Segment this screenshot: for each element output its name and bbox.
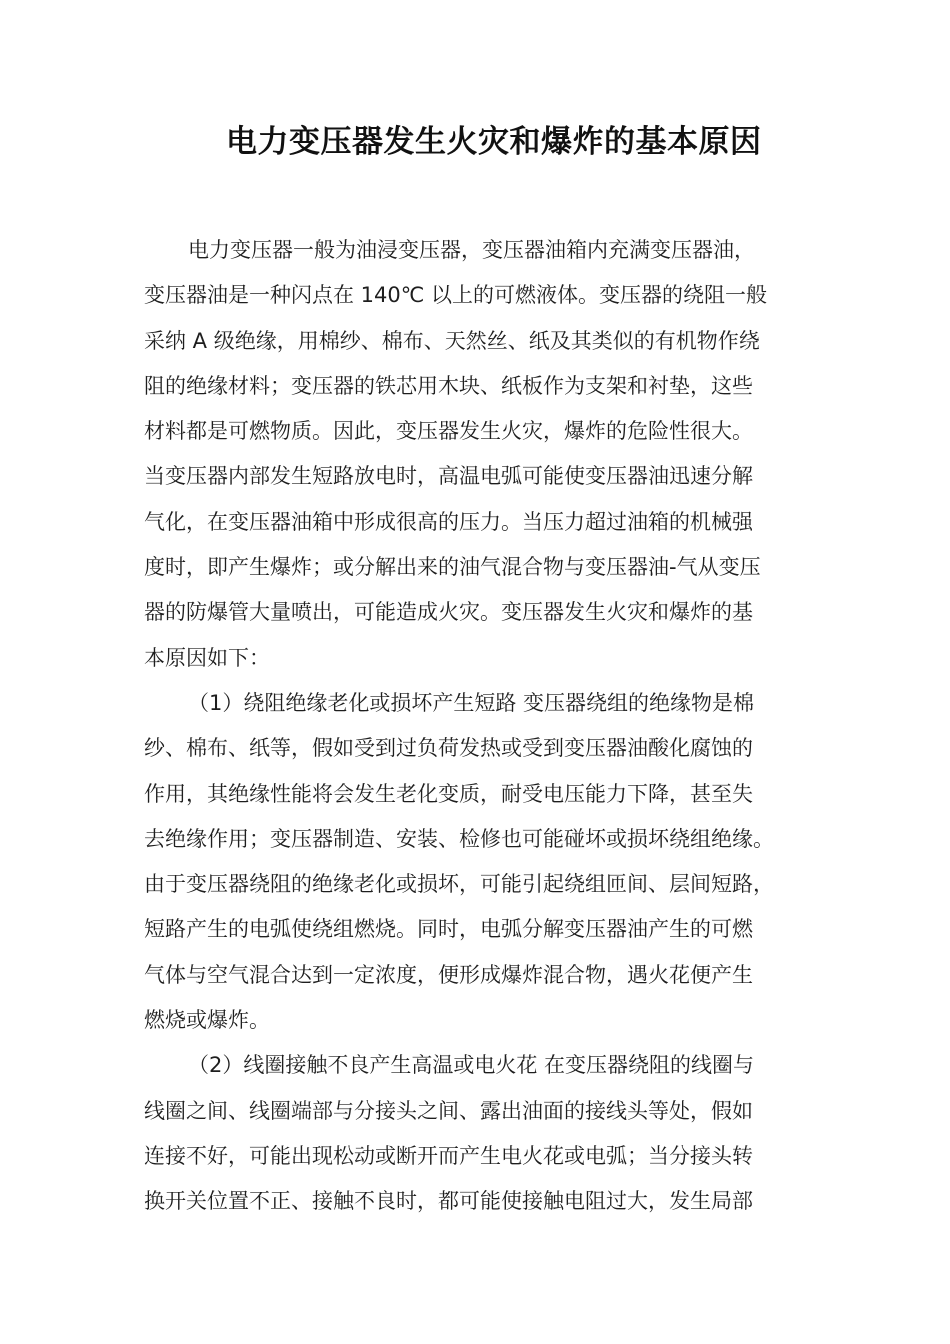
text-line: 气体与空气混合达到一定浓度，便形成爆炸混合物，遇火花便产生 (144, 962, 753, 987)
text-line: 去绝缘作用；变压器制造、安装、检修也可能碰坏或损坏绕组绝缘。 (144, 826, 774, 851)
text-line: 燃烧或爆炸。 (144, 1008, 270, 1033)
document-body (144, 228, 818, 1225)
text-line: 线圈之间、线圈端部与分接头之间、露出油面的接线头等处，假如 (144, 1098, 753, 1123)
text-line: 材料都是可燃物质。因此，变压器发生火灾，爆炸的危险性很大。 (144, 419, 753, 444)
text-line: 换开关位置不正、接触不良时，都可能使接触电阻过大，发生局部 (144, 1189, 753, 1214)
text-line: 短路产生的电弧使绕组燃烧。同时，电弧分解变压器油产生的可燃 (144, 917, 753, 942)
text-line: 电力变压器一般为油浸变压器，变压器油箱内充满变压器油， (188, 238, 755, 262)
text-line: （1）绕阻绝缘老化或损坏产生短路 变压器绕组的绝缘物是棉 (188, 690, 755, 715)
text-line: 由于变压器绕阻的绝缘老化或损坏，可能引起绕组匝间、层间短路， (144, 872, 774, 897)
text-line: 度时，即产生爆炸；或分解出来的油气混合物与变压器油-气从变压 (144, 555, 761, 580)
text-line: 本原因如下： (144, 645, 270, 670)
text-line: （2）线圈接触不良产生高温或电火花 在变压器绕阻的线圈与 (188, 1053, 755, 1078)
text-line: 器的防爆管大量喷出，可能造成火灾。变压器发生火灾和爆炸的基 (144, 600, 753, 625)
text-line: 当变压器内部发生短路放电时，高温电弧可能使变压器油迅速分解 (144, 464, 753, 489)
text-line: 纱、棉布、纸等，假如受到过负荷发热或受到变压器油酸化腐蚀的 (144, 736, 753, 761)
text-line: 气化，在变压器油箱中形成很高的压力。当压力超过油箱的机械强 (144, 509, 753, 534)
text-line: 采纳 A 级绝缘，用棉纱、棉布、天然丝、纸及其类似的有机物作绕 (144, 328, 760, 353)
text-line: 作用，其绝缘性能将会发生老化变质，耐受电压能力下降，甚至失 (144, 781, 753, 806)
text-line: 连接不好，可能出现松动或断开而产生电火花或电弧；当分接头转 (144, 1143, 753, 1168)
text-line: 变压器油是一种闪点在 140℃ 以上的可燃液体。变压器的绕阻一般 (144, 283, 768, 308)
document-title: 电力变压器发生火灾和爆炸的基本原因 (226, 124, 762, 160)
text-line: 阻的绝缘材料；变压器的铁芯用木块、纸板作为支架和衬垫，这些 (144, 373, 753, 398)
